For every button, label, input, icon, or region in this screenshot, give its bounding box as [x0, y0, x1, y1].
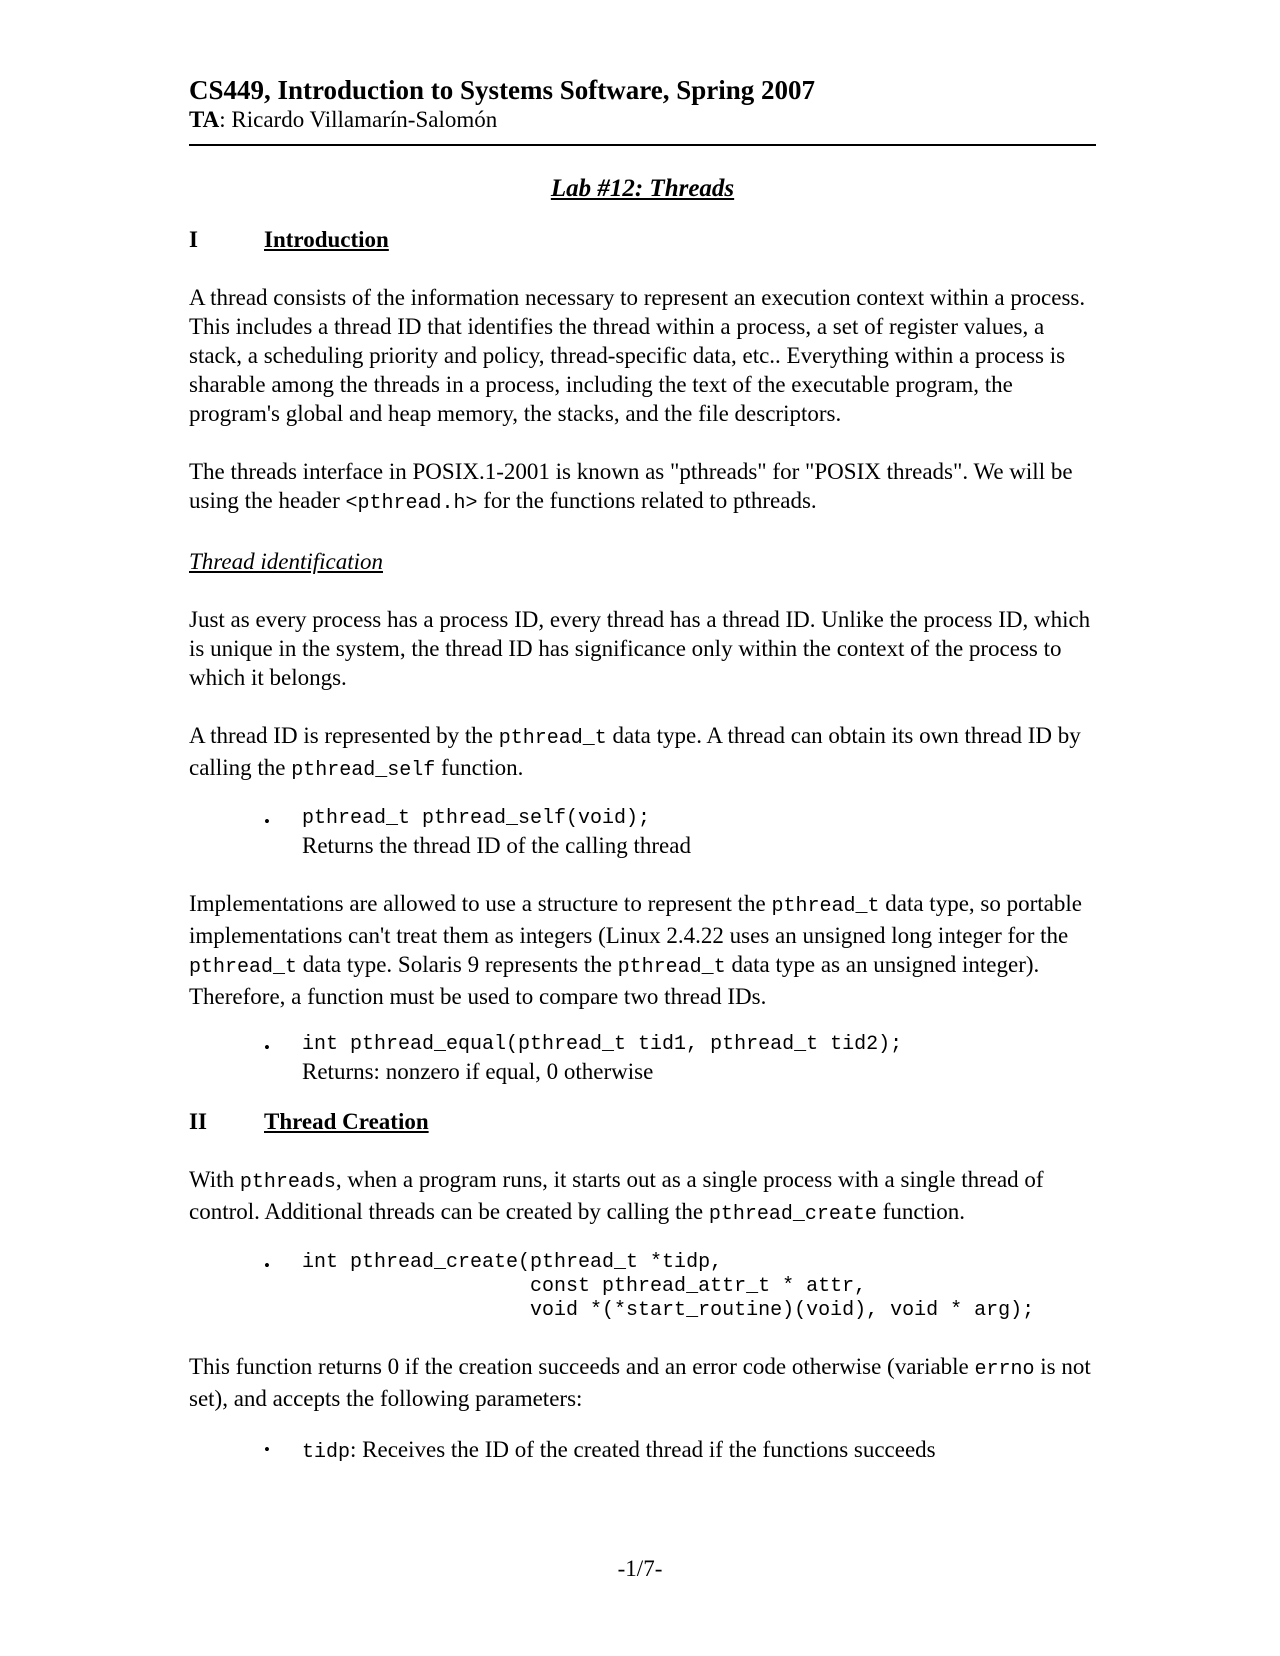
intro-paragraph-1: A thread consists of the information necessary to represent an execution context within a process. This includes a thread ID that identifies the thread within a process, a set of register values, a stack, a scheduling priority and policy, thread-specific data, etc.. Everything within a process is sharable among the threads in a process, including the text of the executable program, the program's global and heap memory, the stacks, and the file descriptors. — [189, 285, 1086, 426]
function-signature: int pthread_equal(pthread_t tid1, pthread_t tid2); — [302, 1033, 903, 1056]
code-term: pthreads — [239, 1171, 336, 1194]
text-run: data type, so portable implementations can't treat them as integers (Linux 2.4.22 uses an unsigned long integer for the — [189, 891, 1082, 948]
code-function: pthread_create — [708, 1203, 877, 1226]
bullet-icon: • — [264, 1038, 270, 1057]
function-signature-line: int pthread_create(pthread_t *tidp, — [302, 1251, 723, 1274]
code-variable: errno — [974, 1358, 1035, 1381]
text-run: data type as an unsigned integer). Therefore, a function must be used to compare two thread IDs. — [189, 952, 1040, 1009]
code-function: pthread_self — [291, 759, 436, 782]
document-page — [189, 74, 1096, 1467]
function-description: Returns: nonzero if equal, 0 otherwise — [302, 1059, 654, 1084]
code-type: pthread_t — [617, 956, 726, 979]
code-header-name: <pthread.h> — [345, 492, 478, 515]
subheading-thread-identification: Thread identification — [189, 549, 383, 574]
list-item — [189, 1251, 1096, 1323]
function-signature-line: void *(*start_routine)(void), void * arg); — [302, 1299, 1035, 1322]
list-item — [189, 1033, 1096, 1086]
code-type: pthread_t — [771, 895, 880, 918]
bullet-icon: • — [264, 1256, 270, 1275]
ta-line — [189, 106, 1096, 134]
thread-id-paragraph: Just as every process has a process ID, every thread has a thread ID. Unlike the process ID, which is unique in the system, the thread ID has significance only within the context of the process to which it belongs. — [189, 607, 1091, 690]
text-run: data type. Solaris 9 represents the — [297, 952, 618, 977]
section-title: Thread Creation — [264, 1109, 429, 1134]
text-run: , when a program runs, it starts out as a single process with a single thread of control. Additional threads can be created by calling the — [189, 1167, 1044, 1224]
code-type: pthread_t — [498, 727, 607, 750]
section-heading-introduction — [189, 226, 1096, 254]
list-item — [189, 1435, 1096, 1467]
bullet-icon: • — [264, 812, 270, 831]
code-type: pthread_t — [189, 956, 298, 979]
page-number: -1/7- — [617, 1556, 663, 1581]
text-run: A thread ID is represented by the — [189, 723, 499, 748]
section-title: Introduction — [264, 227, 389, 252]
text-run: function. — [876, 1199, 966, 1224]
ta-label: TA — [189, 107, 220, 132]
text-run: The threads interface in POSIX.1-2001 is known as "pthreads" for "POSIX threads". We will be using the header — [189, 459, 1073, 513]
function-description: Returns the thread ID of the calling thread — [302, 833, 691, 858]
parameter-list — [189, 1435, 1096, 1467]
implementations-paragraph — [189, 889, 1096, 1011]
parameter-description: : Receives the ID of the created thread if the functions succeeds — [350, 1437, 936, 1462]
function-signature-line: const pthread_attr_t * attr, — [302, 1275, 867, 1298]
pthread-t-paragraph — [189, 721, 1096, 785]
lab-title: Lab #12: Threads — [550, 175, 735, 202]
pthread-create-list — [189, 1251, 1096, 1323]
text-run: function. — [435, 755, 524, 780]
text-run: Implementations are allowed to use a structure to represent the — [189, 891, 772, 916]
section-number: I — [189, 227, 198, 252]
section-number: II — [189, 1109, 207, 1134]
list-item — [189, 807, 1096, 860]
ta-name: : Ricardo Villamarín-Salomón — [219, 107, 498, 132]
text-run: This function returns 0 if the creation succeeds and an error code otherwise (variable — [189, 1354, 975, 1379]
parameter-name: tidp — [302, 1441, 351, 1464]
pthread-self-list — [189, 807, 1096, 860]
pthread-equal-list — [189, 1033, 1096, 1086]
text-run: With — [189, 1167, 240, 1192]
return-value-paragraph — [189, 1352, 1096, 1413]
creation-paragraph — [189, 1165, 1096, 1229]
section-heading-thread-creation — [189, 1108, 1096, 1136]
intro-paragraph-2 — [189, 457, 1096, 518]
course-title: CS449, Introduction to Systems Software, Spring 2007 — [189, 75, 816, 105]
header-divider — [189, 144, 1096, 146]
text-run: for the functions related to pthreads. — [477, 488, 817, 513]
text-run: is not set), and accepts the following parameters: — [189, 1354, 1091, 1411]
text-run: data type. A thread can obtain its own thread ID by calling the — [189, 723, 1081, 780]
function-signature: pthread_t pthread_self(void); — [302, 807, 651, 830]
bullet-icon: • — [264, 1440, 270, 1459]
